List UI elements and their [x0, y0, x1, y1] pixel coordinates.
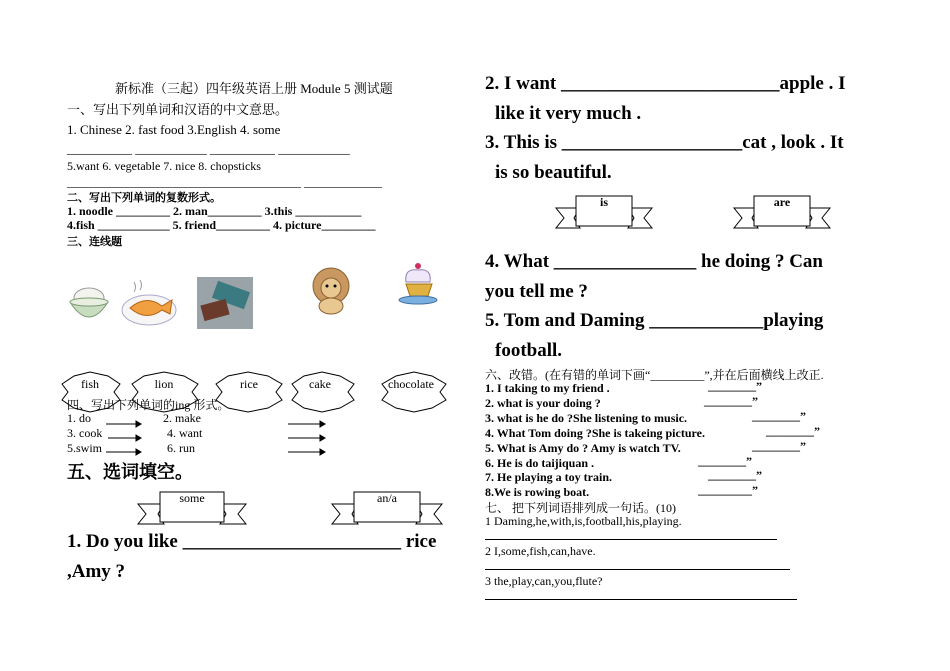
section1-row2-blanks: _______________________________________ _____________ — [67, 175, 382, 189]
question-5-line1: 5. Tom and Daming ____________playing — [485, 310, 824, 331]
section1-row1-blanks: __________ ___________ __________ ___________ — [67, 141, 350, 156]
question-4-line2: you tell me ? — [485, 281, 588, 302]
section1-heading: 一、写出下列单词和汉语的中文意思。 — [67, 102, 289, 117]
word-tag-rice: rice — [240, 377, 258, 391]
ing-arrows — [100, 418, 330, 458]
correction-4: 4. What Tom doing ?She is takeing picture. — [485, 426, 705, 440]
correction-3: 3. what is he do ?She listening to music. — [485, 411, 688, 425]
question-1-line2: ,Amy ? — [67, 561, 126, 582]
arrange-item-2: 2 I,some,fish,can,have. — [485, 544, 596, 558]
option-are: are — [773, 195, 791, 209]
cake-picture — [398, 260, 442, 308]
ing-item-1: 1. do — [67, 411, 91, 425]
answer-line-3 — [485, 599, 797, 600]
lion-picture — [305, 264, 359, 316]
rice-bowl-picture — [66, 276, 112, 328]
page-title: 新标准（三起）四年级英语上册 Module 5 测试题 — [115, 81, 393, 96]
answer-line-2 — [485, 569, 790, 570]
question-5-line2: football. — [495, 340, 563, 361]
question-1-line1: 1. Do you like _______________________ rice — [67, 531, 437, 552]
question-4-line1: 4. What _______________ he doing ? Can — [485, 251, 824, 272]
correction-2: 2. what is your doing ? — [485, 396, 601, 410]
section7-heading: 七、 把下列词语排列成一句话。(10) — [485, 501, 676, 515]
correction-7-blank: ________” — [708, 468, 762, 482]
correction-8: 8.We is rowing boat. — [485, 485, 590, 499]
option-some: some — [179, 491, 205, 505]
correction-3-blank: ________” — [752, 409, 806, 423]
correction-4-blank: ________” — [766, 424, 820, 438]
section2-row1: 1. noodle _________ 2. man_________ 3.this ___________ — [67, 204, 362, 218]
section4-heading: 四、写出下列单词的ing 形式。 — [67, 398, 230, 412]
correction-6-blank: ________” — [698, 454, 752, 468]
chocolate-picture — [196, 276, 254, 330]
fish-plate-picture — [120, 276, 178, 330]
question-2-line1: 2. I want _______________________apple . I — [485, 73, 846, 94]
question-3-line1: 3. This is ___________________cat , look . It — [485, 132, 844, 153]
section2-heading: 二、写出下列单词的复数形式。 — [67, 191, 221, 204]
section2-row2: 4.fish ____________ 5. friend_________ 4. picture_________ — [67, 218, 376, 232]
word-tag-fish: fish — [81, 377, 99, 391]
option-an-a: an/a — [377, 491, 397, 505]
correction-6: 6. He is do taijiquan . — [485, 456, 595, 470]
question-2-line2: like it very much . — [495, 103, 642, 124]
answer-line-1 — [485, 539, 777, 540]
question-3-line2: is so beautiful. — [495, 162, 612, 183]
correction-7: 7. He playing a toy train. — [485, 470, 613, 484]
word-tag-cake: cake — [309, 377, 331, 391]
word-tag-lion: lion — [154, 377, 174, 391]
ing-item-2: 2. make — [163, 411, 201, 425]
correction-5: 5. What is Amy do ? Amy is watch TV. — [485, 441, 681, 455]
option-is: is — [599, 195, 608, 209]
arrange-item-1: 1 Daming,he,with,is,football,his,playing. — [485, 514, 682, 528]
section1-row1: 1. Chinese 2. fast food 3.English 4. some — [67, 122, 281, 137]
ing-item-4: 4. want — [167, 426, 203, 440]
correction-1-blank: ________” — [708, 379, 762, 393]
arrange-item-3: 3 the,play,can,you,flute? — [485, 574, 603, 588]
word-tag-chocolate: chocolate — [388, 377, 434, 391]
ing-item-6: 6. run — [167, 441, 195, 455]
ing-item-3: 3. cook — [67, 426, 103, 440]
correction-1: 1. I taking to my friend . — [485, 381, 610, 395]
section3-heading: 三、连线题 — [67, 235, 122, 248]
correction-8-blank: _________” — [698, 483, 758, 497]
section6-heading: 六、改错。(在有错的单词下画“_________”,并在后面横线上改正. — [485, 368, 824, 382]
section1-row2: 5.want 6. vegetable 7. nice 8. chopsticks — [67, 159, 261, 173]
correction-5-blank: ________” — [752, 439, 806, 453]
section5-heading: 五、选词填空。 — [67, 462, 193, 483]
ing-item-5: 5.swim — [67, 441, 103, 455]
correction-2-blank: ________” — [704, 394, 758, 408]
